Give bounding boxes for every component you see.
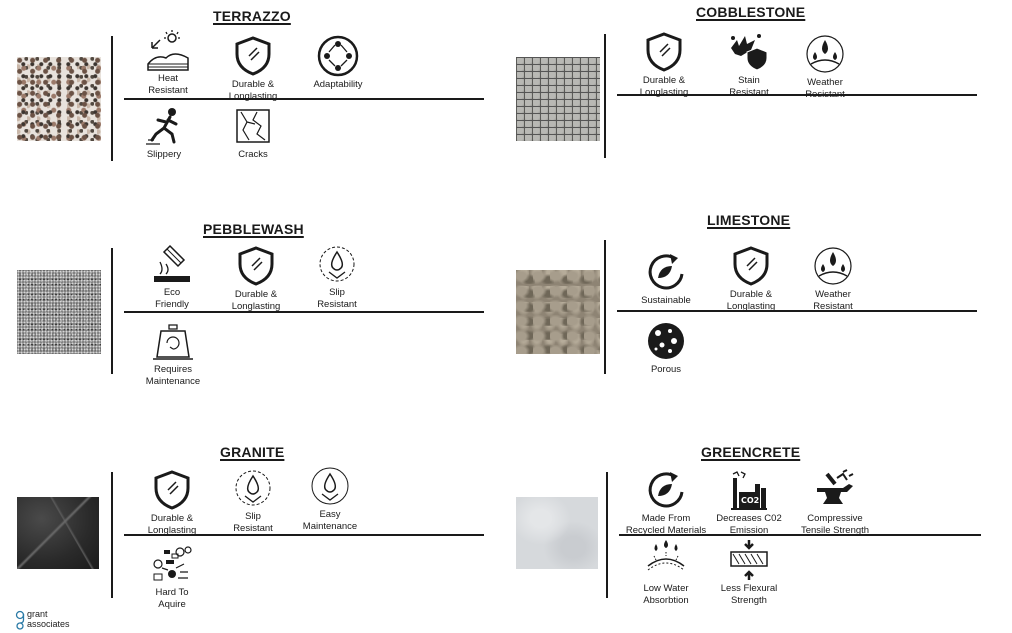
- divider: [111, 472, 113, 598]
- con-item: [621, 538, 711, 606]
- con-label: Requires Maintenance: [145, 364, 201, 387]
- pro-item: [706, 244, 796, 312]
- pro-item: [704, 468, 794, 536]
- slip-resistant-icon: [315, 242, 359, 286]
- pro-label: Heat Resistant: [148, 73, 188, 96]
- slippery-person-icon: [142, 104, 186, 148]
- pro-item: [292, 242, 382, 310]
- con-label: Porous: [650, 364, 682, 375]
- divider: [124, 98, 484, 100]
- pro-item: [211, 244, 301, 312]
- pro-item: [208, 34, 298, 102]
- divider: [124, 311, 484, 313]
- pro-label: Decreases C02 Emission: [716, 513, 782, 536]
- pro-label: Compressive Tensile Strength: [800, 513, 870, 536]
- con-label: Low Water Absorbtion: [643, 583, 689, 606]
- weather-icon: [811, 244, 855, 288]
- pro-label: Slip Resistant: [317, 287, 357, 310]
- con-label: Less Flexural Strength: [720, 583, 778, 606]
- pro-label: Durable & Longlasting: [639, 75, 689, 98]
- con-item: [621, 319, 711, 376]
- water-absorption-icon: [644, 538, 688, 582]
- anvil-icon: [813, 468, 857, 512]
- grant-associates-logo-icon: [15, 610, 25, 630]
- recycle-icon: [644, 468, 688, 512]
- section-title: TERRAZZO: [213, 8, 291, 24]
- granite-swatch: [17, 497, 99, 569]
- shield-icon: [231, 34, 275, 78]
- pro-item: [127, 468, 217, 536]
- divider: [604, 240, 606, 374]
- section-title: GREENCRETE: [701, 444, 801, 460]
- slip-resistant-icon: [231, 466, 275, 510]
- divider: [606, 472, 608, 598]
- pro-item: [285, 464, 375, 532]
- con-label: Hard To Aquire: [155, 587, 189, 610]
- pro-label: Durable & Longlasting: [726, 289, 776, 312]
- pro-item: [127, 242, 217, 310]
- pro-item: [123, 28, 213, 96]
- pro-label: Made From Recycled Materials: [625, 513, 707, 536]
- pro-label: Slip Resistant: [233, 511, 273, 534]
- section-title: COBBLESTONE: [696, 4, 806, 20]
- con-label: Slippery: [146, 149, 182, 160]
- heat-resistant-icon: [146, 28, 190, 72]
- divider: [111, 248, 113, 374]
- cobblestone-swatch: [516, 57, 600, 141]
- pro-label: Weather Resistant: [805, 77, 845, 100]
- easy-maintenance-icon: [308, 464, 352, 508]
- shield-icon: [729, 244, 773, 288]
- pro-label: Weather Resistant: [813, 289, 853, 312]
- adaptability-icon: [316, 34, 360, 78]
- con-item: [208, 104, 298, 161]
- porous-icon: [644, 319, 688, 363]
- pro-label: Adaptability: [313, 79, 363, 90]
- pro-label: Sustainable: [641, 295, 691, 306]
- greencrete-swatch: [516, 497, 598, 569]
- pro-item: [621, 250, 711, 307]
- section-title: LIMESTONE: [707, 212, 791, 228]
- divider: [604, 34, 606, 158]
- logo-text: grant associates: [27, 609, 70, 629]
- pro-item: [620, 468, 712, 536]
- pro-item: [788, 244, 878, 312]
- pro-label: Easy Maintenance: [302, 509, 358, 532]
- pro-label: Durable & Longlasting: [147, 513, 197, 536]
- con-item: [128, 319, 218, 387]
- pro-item: [293, 34, 383, 91]
- section-title: PEBBLEWASH: [203, 221, 304, 237]
- svg-text:CO2: CO2: [741, 496, 760, 505]
- con-item: [119, 104, 209, 161]
- pro-item: [780, 32, 870, 100]
- pro-label: Durable & Longlasting: [231, 289, 281, 312]
- weather-icon: [803, 32, 847, 76]
- sustainable-icon: [644, 250, 688, 294]
- con-item: [127, 542, 217, 610]
- shield-icon: [234, 244, 278, 288]
- con-label: Cracks: [238, 149, 268, 160]
- con-item: [704, 538, 794, 606]
- pro-item: [619, 30, 709, 98]
- pebblewash-swatch: [17, 270, 101, 354]
- cracks-icon: [231, 104, 275, 148]
- maintenance-weight-icon: [151, 319, 195, 363]
- terrazzo-swatch: [17, 57, 101, 141]
- co2-factory-icon: [727, 468, 771, 512]
- section-title: GRANITE: [220, 444, 285, 460]
- shield-icon: [150, 468, 194, 512]
- stain-shield-icon: [727, 30, 771, 74]
- pro-label: Stain Resistant: [729, 75, 769, 98]
- hard-to-acquire-icon: [150, 542, 194, 586]
- eco-flask-icon: [150, 242, 194, 286]
- divider: [111, 36, 113, 161]
- limestone-swatch: [516, 270, 600, 354]
- flexural-icon: [727, 538, 771, 582]
- pro-label: Durable & Longlasting: [228, 79, 278, 102]
- pro-label: Eco Friendly: [155, 287, 189, 310]
- shield-icon: [642, 30, 686, 74]
- pro-item: [790, 468, 880, 536]
